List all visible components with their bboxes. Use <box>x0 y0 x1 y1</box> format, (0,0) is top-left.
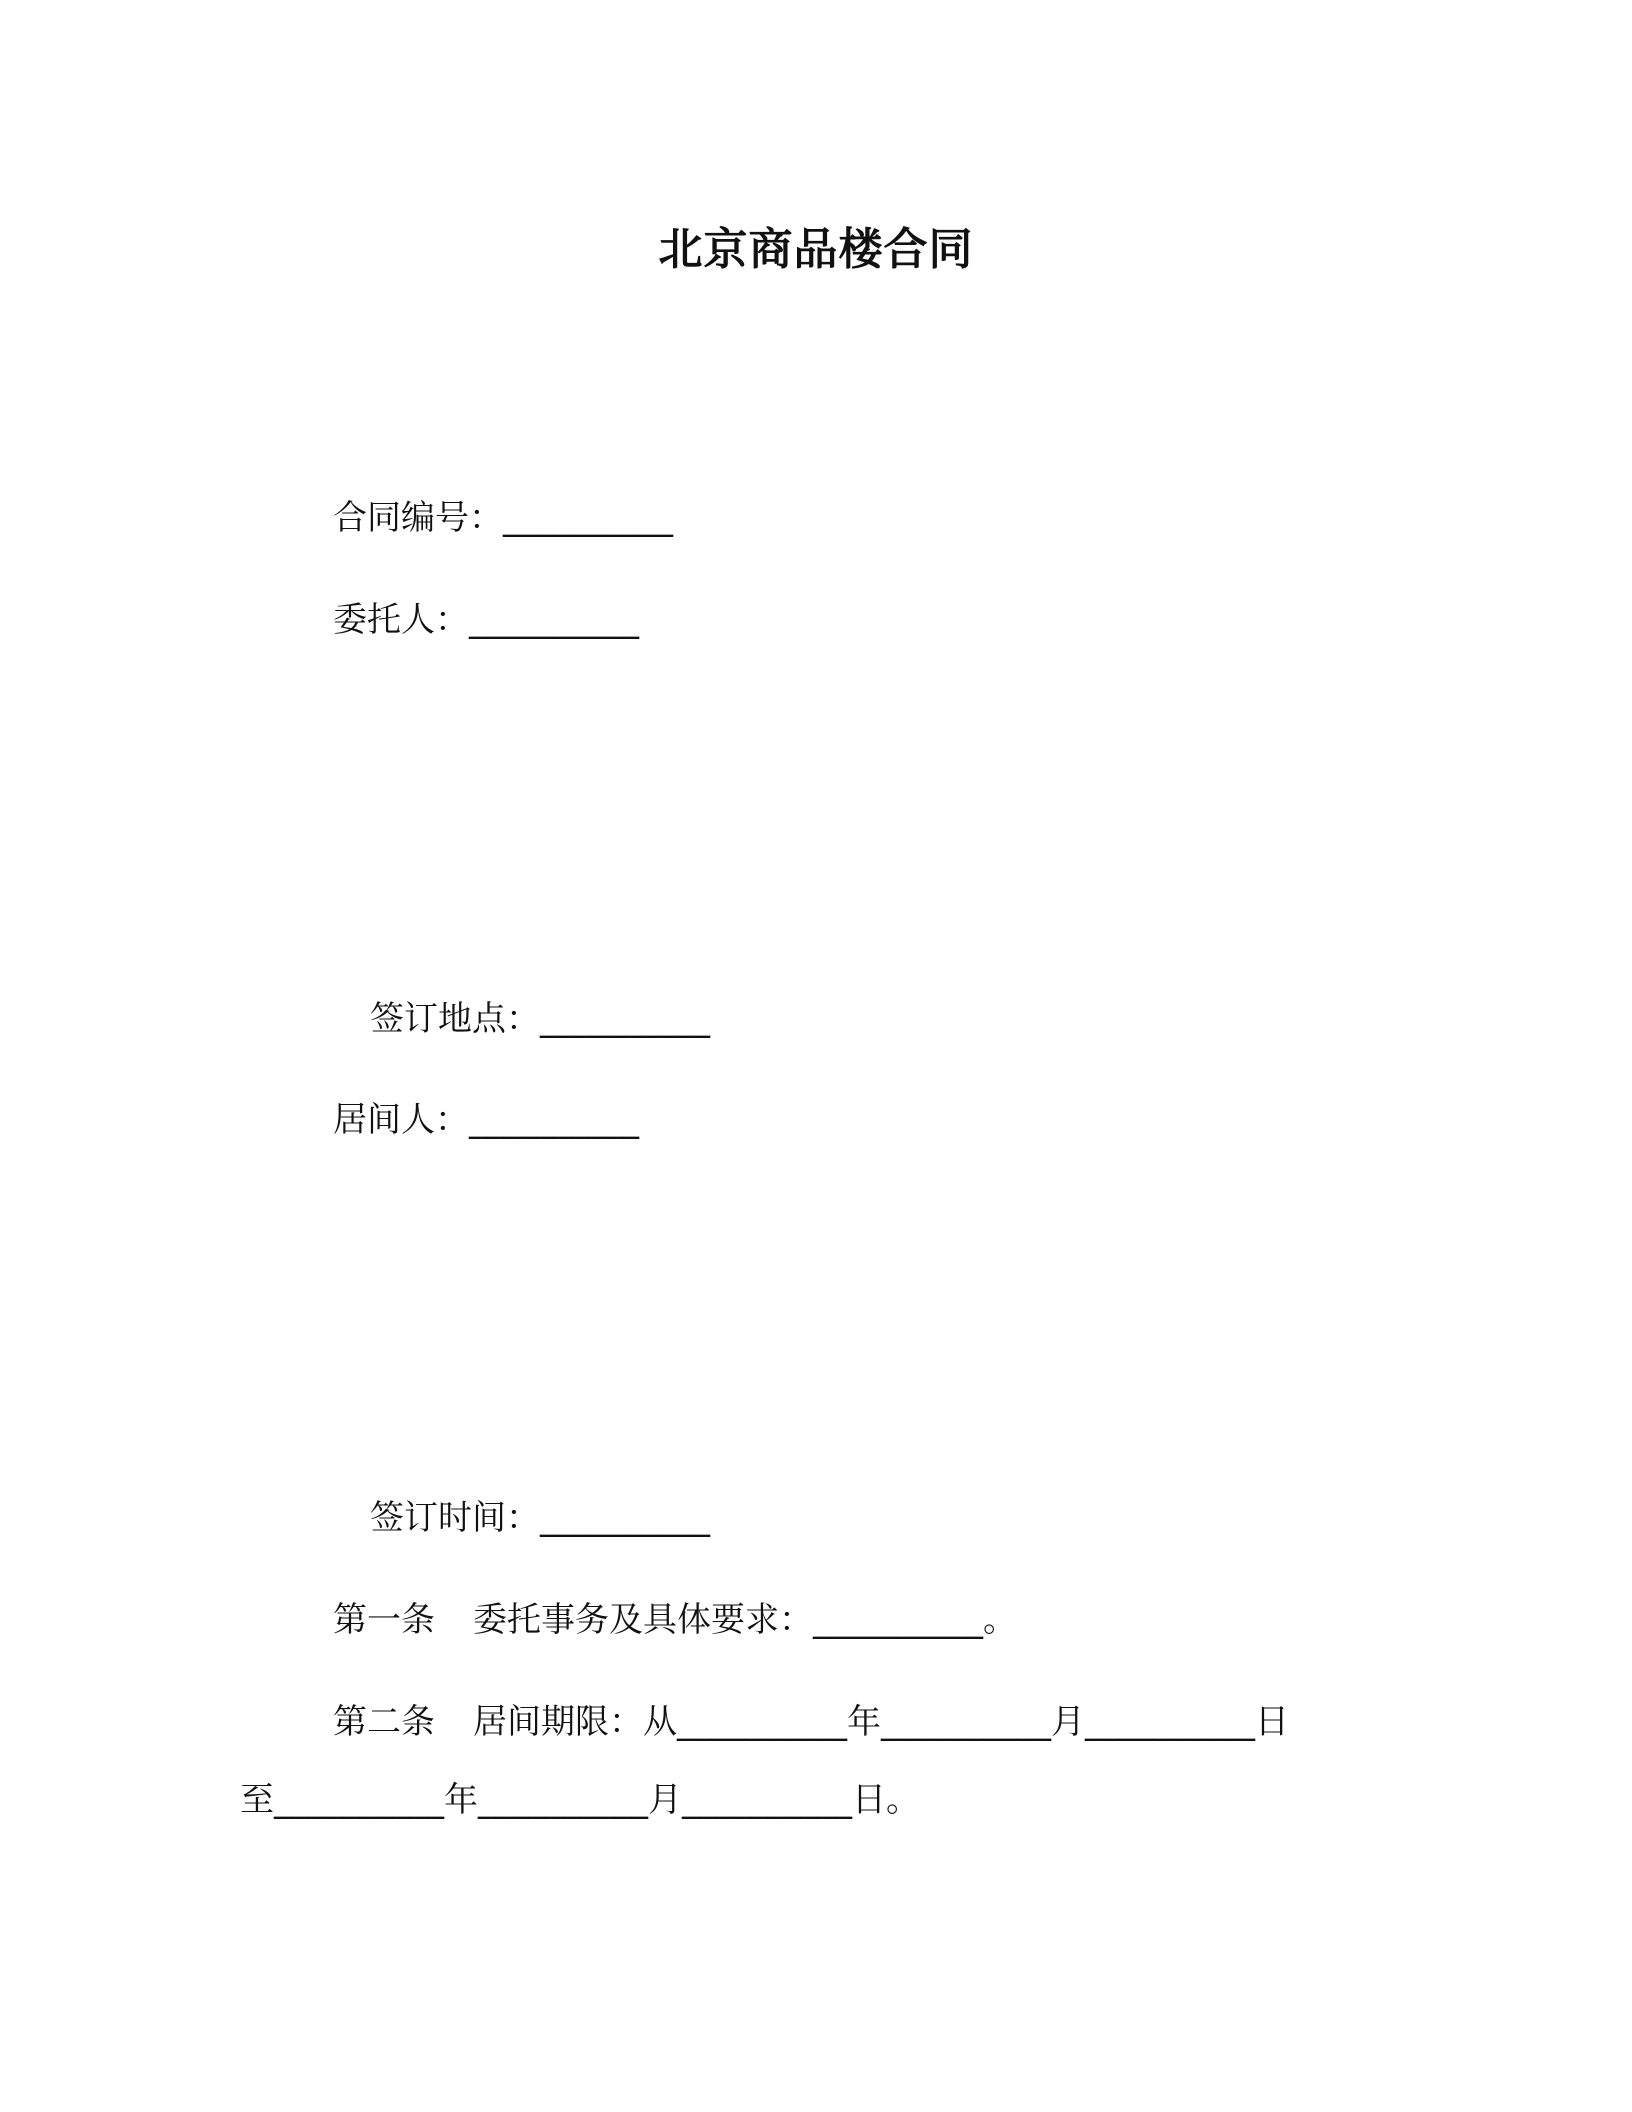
article-2 <box>333 1698 1289 1746</box>
signing-time-field: 签订时间：__________ <box>370 1498 710 1538</box>
article-1-label: 第一条 <box>333 1600 435 1640</box>
article-1-text: 委托事务及具体要求：__________。 <box>473 1600 1017 1640</box>
article-2-text: 居间期限：从__________年__________月__________日 <box>473 1702 1289 1742</box>
article-1 <box>333 1596 1017 1644</box>
contract-number-field: 合同编号：__________ <box>333 498 673 538</box>
article-2-label: 第二条 <box>333 1702 435 1742</box>
intermediary-field: 居间人：__________ <box>333 1100 639 1140</box>
article-2-continuation: 至__________年__________月__________日。 <box>240 1780 920 1820</box>
document-title: 北京商品楼合同 <box>658 224 974 275</box>
signing-place-field: 签订地点：__________ <box>370 999 710 1039</box>
principal-field: 委托人：__________ <box>333 600 639 640</box>
